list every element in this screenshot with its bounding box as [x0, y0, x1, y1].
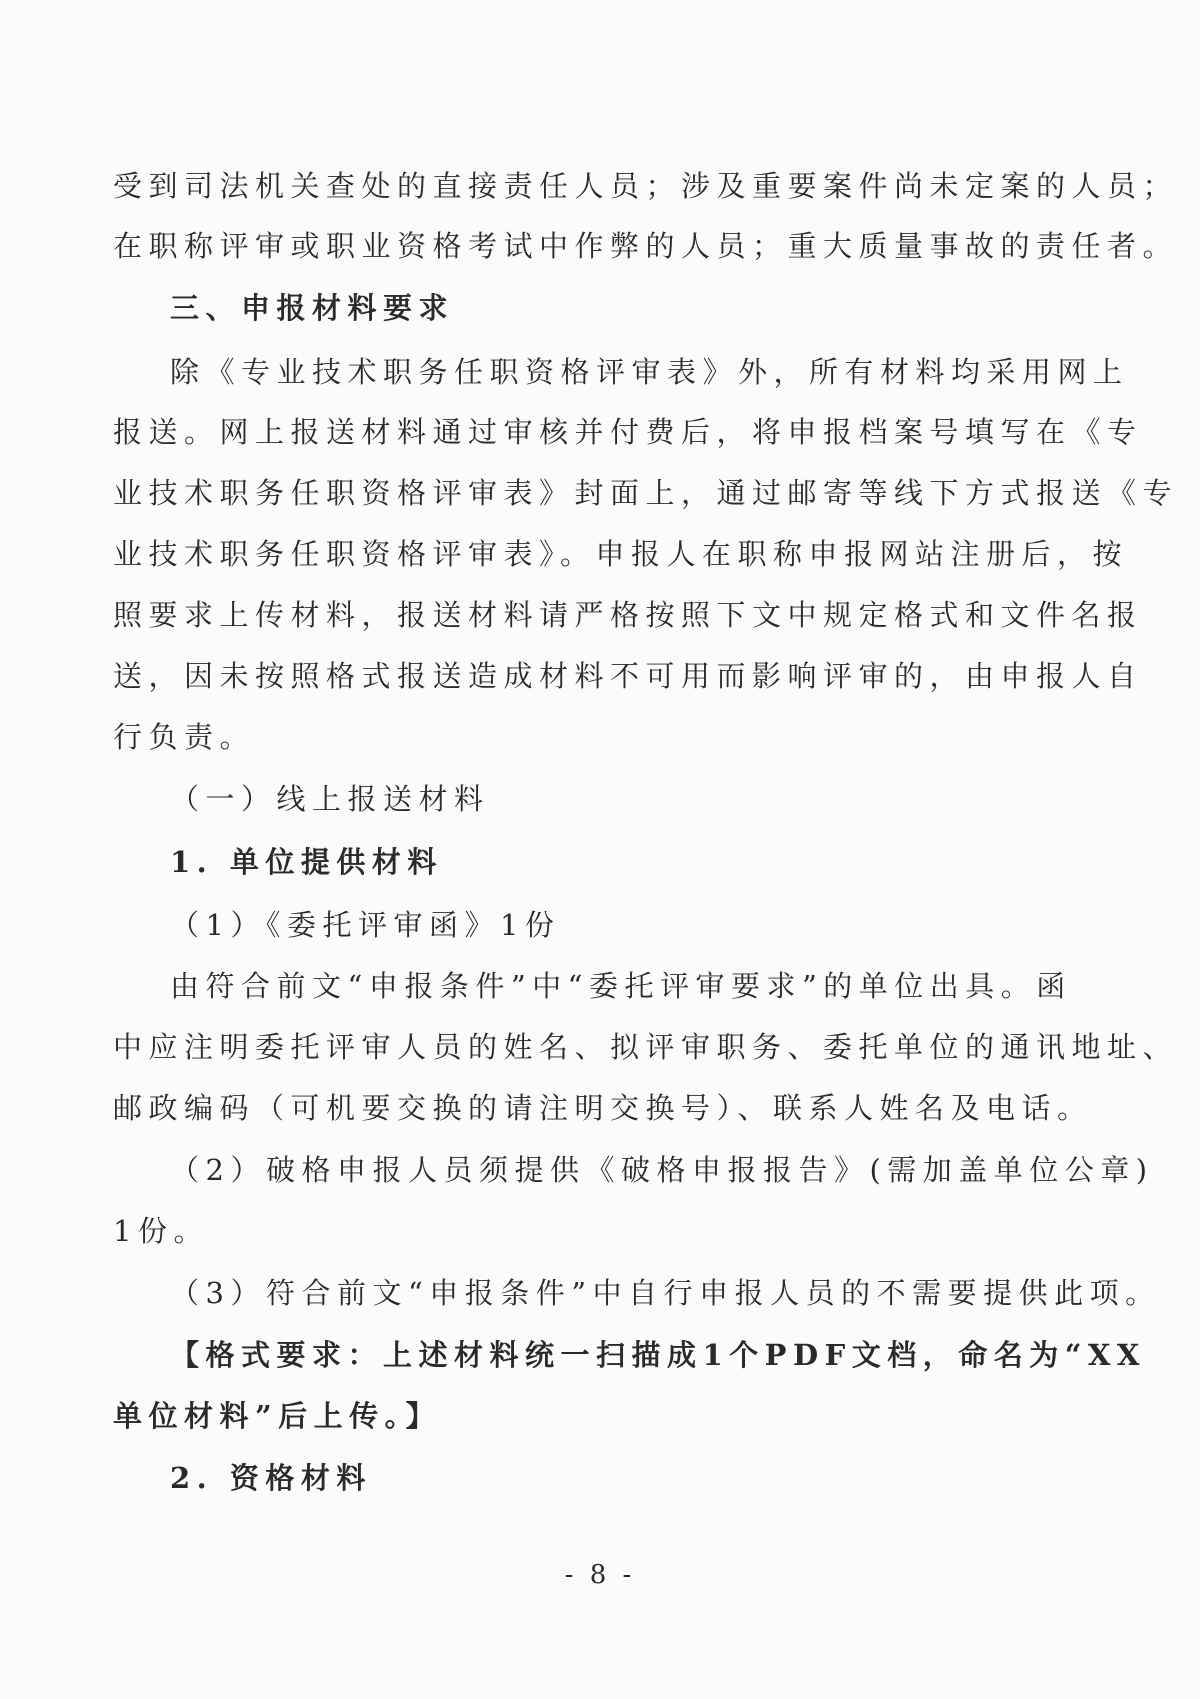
paragraph-line: 中应注明委托评审人员的姓名、拟评审职务、委托单位的通讯地址、: [113, 1030, 1179, 1064]
paragraph-line: （1）《委托评审函》1份: [170, 908, 561, 942]
section-heading: 1. 单位提供材料: [170, 845, 443, 879]
section-heading: 2. 资格材料: [170, 1461, 372, 1495]
paragraph-line: （一）线上报送材料: [170, 782, 490, 816]
section-heading: 单位材料”后上传。】: [113, 1399, 442, 1433]
page-number: - 8 -: [564, 1560, 636, 1590]
paragraph-line: 由符合前文“申报条件”中“委托评审要求”的单位出具。函: [170, 969, 1072, 1003]
paragraph-line: 除《专业技术职务任职资格评审表》外，所有材料均采用网上: [170, 355, 1129, 389]
paragraph-line: 行负责。: [113, 720, 256, 754]
paragraph-line: 邮政编码（可机要交换的请注明交换号）、联系人姓名及电话。: [113, 1091, 1093, 1125]
paragraph-line: 受到司法机关查处的直接责任人员；涉及重要案件尚未定案的人员；: [113, 169, 1179, 203]
paragraph-line: 1份。: [113, 1214, 209, 1248]
paragraph-line: 业技术职务任职资格评审表》封面上，通过邮寄等线下方式报送《专: [113, 476, 1179, 510]
paragraph-line: （2）破格申报人员须提供《破格申报报告》(需加盖单位公章): [170, 1153, 1154, 1187]
paragraph-line: 送，因未按照格式报送造成材料不可用而影响评审的，由申报人自: [113, 659, 1143, 693]
section-heading: 三、申报材料要求: [170, 291, 455, 325]
paragraph-line: 在职称评审或职业资格考试中作弊的人员；重大质量事故的责任者。: [113, 229, 1179, 263]
paragraph-line: （3）符合前文“申报条件”中自行申报人员的不需要提供此项。: [170, 1276, 1161, 1310]
section-heading: 【格式要求：上述材料统一扫描成1个PDF文档，命名为“XX: [170, 1338, 1146, 1372]
paragraph-line: 报送。网上报送材料通过审核并付费后，将申报档案号填写在《专: [113, 415, 1143, 449]
paragraph-line: 照要求上传材料，报送材料请严格按照下文中规定格式和文件名报: [113, 598, 1143, 632]
paragraph-line: 业技术职务任职资格评审表》。申报人在职称申报网站注册后，按: [113, 537, 1129, 571]
